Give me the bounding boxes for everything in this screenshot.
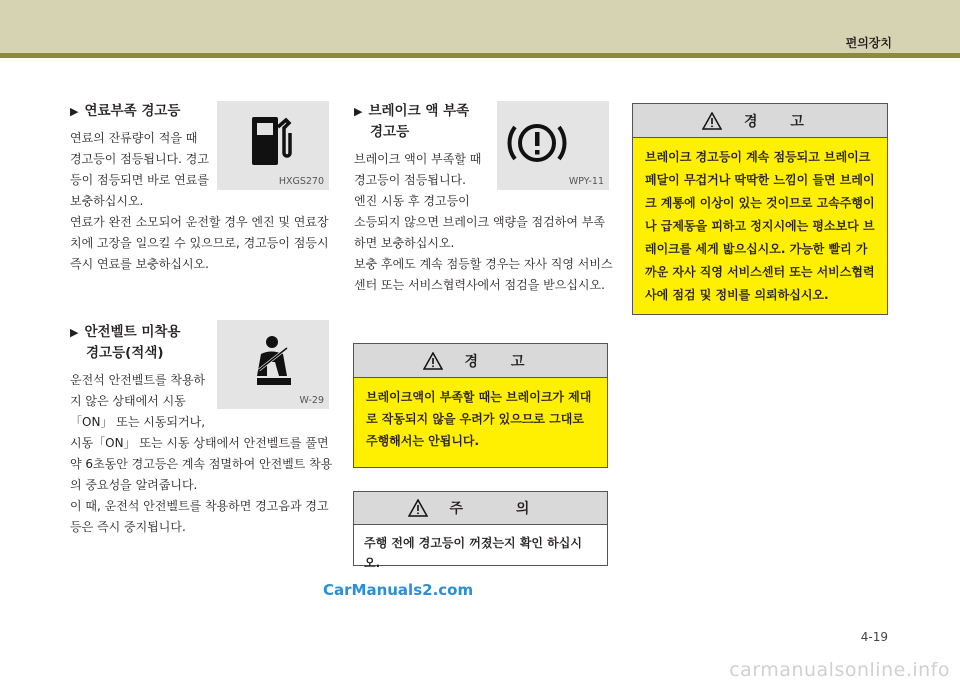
warning-triangle-icon [702, 112, 722, 130]
brake-title: ▶ 브레이크 액 부족 경고등 [354, 103, 470, 140]
fuel-warning-figure [217, 101, 329, 190]
warning-label: 경 고 [744, 113, 818, 130]
warning-box-text: 브레이크액이 부족할 때는 브레이크가 제대로 작동되지 않을 우려가 있으므로 그대로 주행해서는 안됩니다. [366, 390, 592, 448]
caution-label: 주 의 [449, 501, 554, 517]
warning-triangle-icon [408, 499, 428, 517]
warning-box-header [354, 344, 607, 378]
site-watermark: CarManuals2.com [323, 581, 474, 599]
caution-box [353, 491, 608, 570]
fuel-para-1: 연료의 잔류량이 적을 때 경고등이 점등됩니다. 경고등이 점등되면 바로 연료를 보충하십시오. [70, 131, 209, 208]
fuel-title: ▶ 연료부족 경고등 [70, 103, 181, 119]
warning-box-text: 브레이크 경고등이 계속 점등되고 브레이크 페달이 무겁거나 딱딱한 느낌이 들면 브레이크 계통에 이상이 있는 것이므로 고속주행이나 급제동을 피하고 정지시에는 평소보다 브레이크를 세게 밟으십시오. 가능한 빨리 가까운 자사 직영 서비스센터 또는 서비스협력사에 점검 및 정비를 의뢰하십시오. [645, 150, 875, 302]
header-rule [0, 53, 960, 58]
brake-para-1: 브레이크 액이 부족할 때 경고등이 점등됩니다. [354, 152, 482, 187]
chapter-title: 편의장치 [845, 36, 892, 50]
brake-para-2b: 소등되지 않으면 브레이크 액량을 점검하여 부족하면 보충하십시오. [354, 215, 605, 250]
section-arrow-icon: ▶ [354, 105, 363, 118]
brake-fluid-warning-box [353, 343, 608, 468]
seatbelt-warning-figure [217, 320, 329, 409]
brake-warning-figure [497, 101, 609, 190]
section-arrow-icon: ▶ [70, 105, 79, 118]
brake-para-2a: 엔진 시동 후 경고등이 [354, 194, 470, 208]
seatbelt-figure-code: W-29 [299, 395, 324, 406]
brake-para-3: 보충 후에도 계속 점등할 경우는 자사 직영 서비스센터 또는 서비스협력사에서 점검을 받으십시오. [354, 257, 613, 292]
caution-box-text: 주행 전에 경고등이 꺼졌는지 확인 하십시오. [364, 536, 582, 570]
footer-watermark: carmanualsonline.info [729, 659, 950, 681]
section-arrow-icon: ▶ [70, 326, 79, 339]
warning-box-header [633, 104, 887, 138]
seatbelt-para-3: 이 때, 운전석 안전벨트를 착용하면 경고음과 경고등은 즉시 중지됩니다. [70, 499, 329, 534]
page-number: 4-19 [860, 630, 888, 644]
warning-label: 경 고 [464, 353, 539, 370]
seatbelt-para-1: 운전석 안전벨트를 착용하지 않은 상태에서 시동「ON」 또는 시동되거나, [70, 373, 206, 429]
seatbelt-title: ▶ 안전벨트 미착용 경고등(적색) [70, 324, 181, 361]
fuel-figure-code: HXGS270 [278, 176, 324, 187]
brake-system-warning-box [632, 103, 888, 315]
caution-box-header [354, 492, 607, 525]
header-band [0, 0, 960, 53]
seatbelt-para-2: 시동「ON」 또는 시동 상태에서 안전벨트를 풀면 약 6초동안 경고등은 계속 점멸하여 안전벨트 착용의 중요성을 알려줍니다. [70, 436, 333, 492]
warning-triangle-icon [423, 352, 443, 370]
brake-figure-code: WPY-11 [568, 176, 604, 187]
fuel-para-2: 연료가 완전 소모되어 운전할 경우 엔진 및 연료장치에 고장을 일으킬 수 있으므로, 경고등이 점등시 즉시 연료를 보충하십시오. [70, 215, 329, 271]
